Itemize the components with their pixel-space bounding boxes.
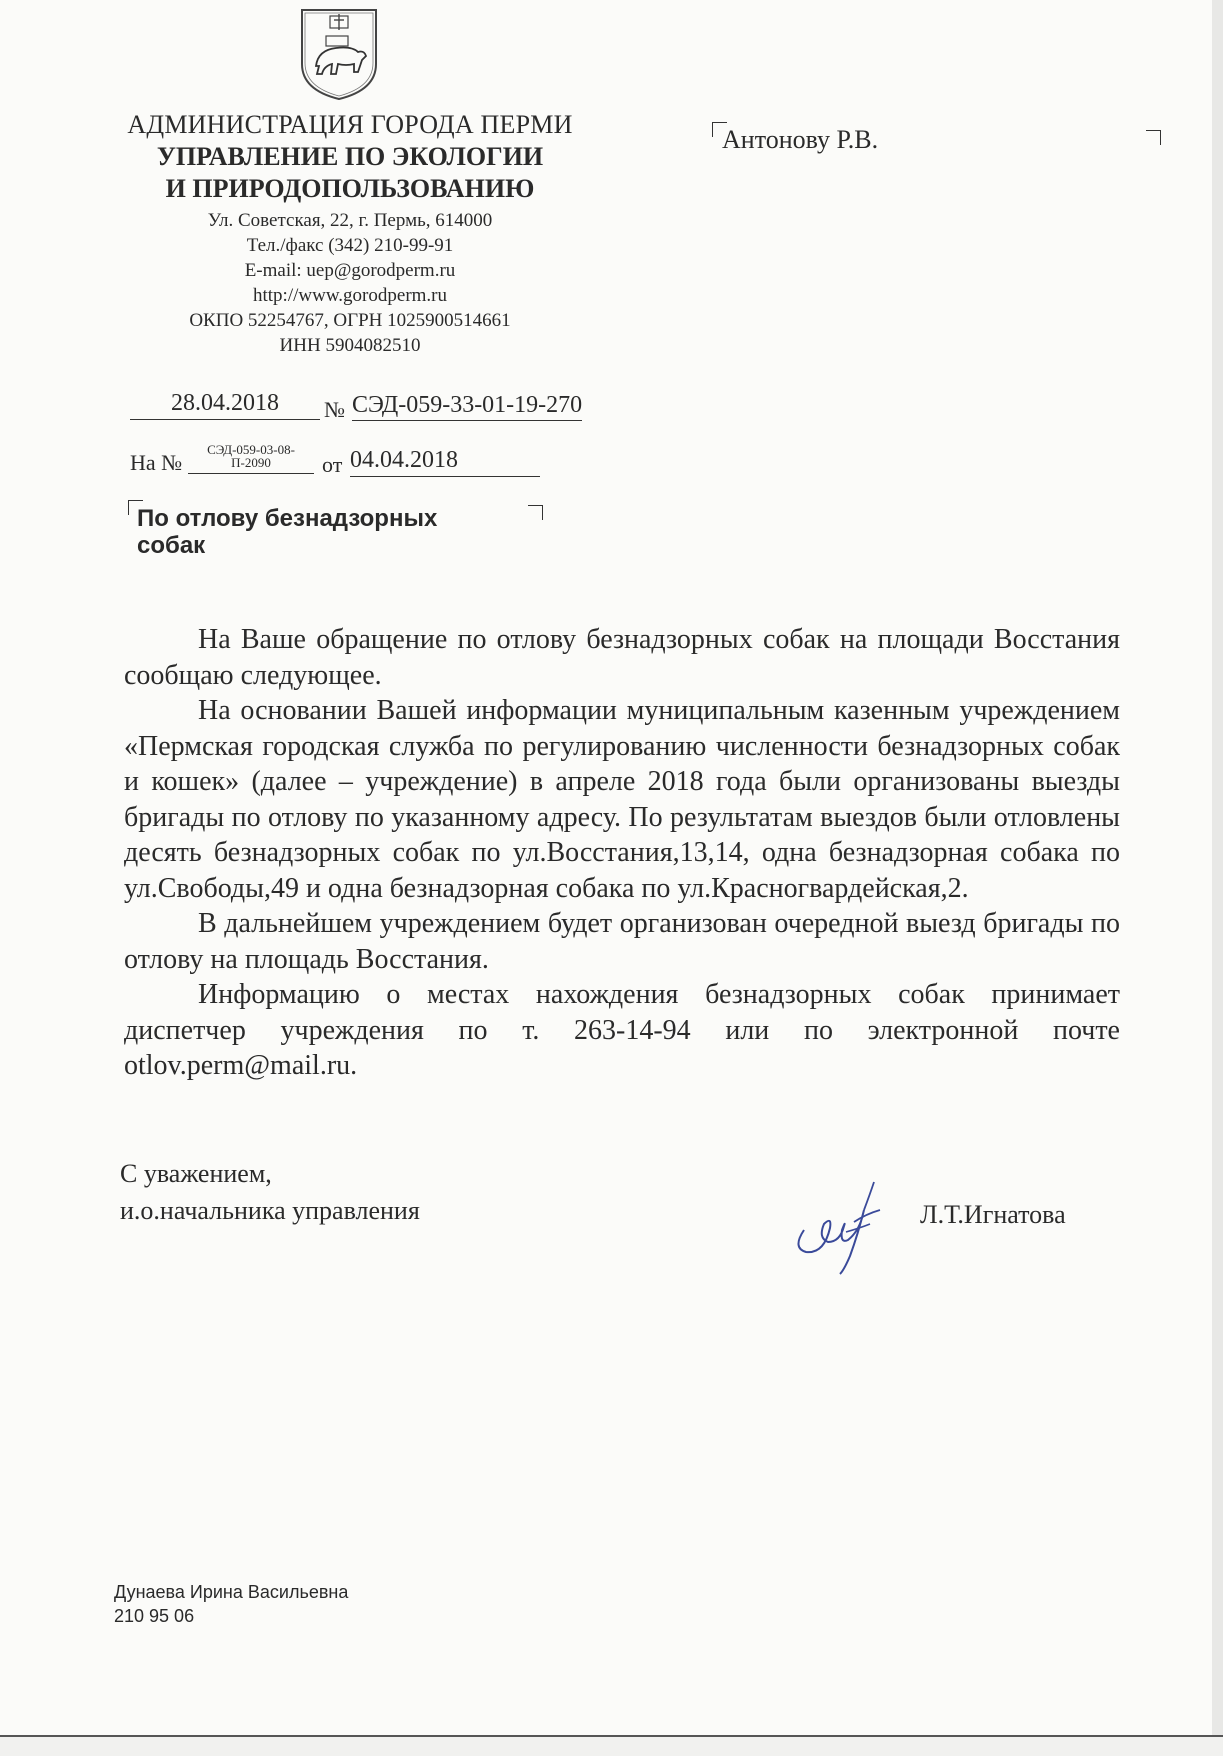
organization-name: АДМИНИСТРАЦИЯ ГОРОДА ПЕРМИ — [127, 110, 573, 139]
document-date: 28.04.2018 — [130, 390, 320, 420]
subject-line1: По отлову безнадзорных — [137, 505, 438, 532]
handwritten-signature-icon — [784, 1170, 894, 1280]
codes-line: ОКПО 52254767, ОГРН 1025900514661 — [189, 310, 511, 331]
inn-line: ИНН 5904082510 — [279, 335, 421, 356]
email-line: E-mail: uep@gorodperm.ru — [244, 260, 456, 281]
body-paragraph-3: В дальнейшем учреждением будет организован очередной выезд бригады по отлову на площадь Восстания. — [124, 908, 1120, 975]
perm-coat-of-arms-icon — [296, 6, 382, 102]
address-line: Ул. Советская, 22, г. Пермь, 614000 — [207, 210, 493, 231]
contact-block — [84, 208, 616, 358]
executor-block — [114, 1580, 348, 1628]
reference-from-label: от — [322, 452, 343, 477]
reference-number — [188, 443, 314, 474]
executor-phone: 210 95 06 — [114, 1606, 195, 1626]
addressee-corner-right — [1146, 130, 1161, 145]
body-paragraph-1: На Ваше обращение по отлову безнадзорных собак на площади Восстания сообщаю следующее. — [124, 624, 1120, 691]
closing-block — [120, 1155, 420, 1229]
phone-line: Тел./факс (342) 210-99-91 — [246, 235, 454, 256]
reference-number-line1: СЭД-059-03-08- — [207, 442, 295, 457]
department-name-line2: И ПРИРОДОПОЛЬЗОВАНИЮ — [165, 174, 535, 203]
signer-position: и.о.начальника управления — [120, 1196, 420, 1225]
reference-label: На № — [130, 450, 183, 475]
signer-name: Л.Т.Игнатова — [920, 1200, 1066, 1229]
reference-date: 04.04.2018 — [350, 447, 540, 477]
website-line: http://www.gorodperm.ru — [252, 285, 448, 306]
letter-body — [124, 622, 1120, 1084]
subject — [137, 505, 517, 559]
body-paragraph-2: На основании Вашей информации муниципальным казенным учреждением «Пермская городская служба по регулированию численности безнадзорных собак и кошек» (далее – учреждение) в апреле 2018 года были организованы выезды бригады по отлову по указанному адресу. По результатам выездов были отловлены десять безнадзорных собак по ул.Восстания,13,14, одна безнадзорная собака по ул.Свободы,49 и одна безнадзорная собака по ул.Красногвардейская,2. — [124, 695, 1120, 904]
document-number: СЭД-059-33-01-19-270 — [352, 392, 582, 421]
body-paragraph-4: Информацию о местах нахождения безнадзорных собак принимает диспетчер учреждения по т. 263-14-94 или по электронной почте otlov.perm@mail.ru. — [124, 979, 1120, 1081]
closing-greeting: С уважением, — [120, 1159, 272, 1188]
scan-bottom-edge — [0, 1735, 1223, 1756]
number-label: № — [324, 397, 345, 422]
addressee: Антонову Р.В. — [722, 125, 879, 154]
subject-line2: собак — [137, 532, 206, 559]
reference-number-line2: П-2090 — [231, 455, 271, 470]
subject-corner-right — [528, 505, 543, 520]
executor-name: Дунаева Ирина Васильевна — [114, 1582, 349, 1602]
department-name-line1: УПРАВЛЕНИЕ ПО ЭКОЛОГИИ — [156, 142, 544, 171]
